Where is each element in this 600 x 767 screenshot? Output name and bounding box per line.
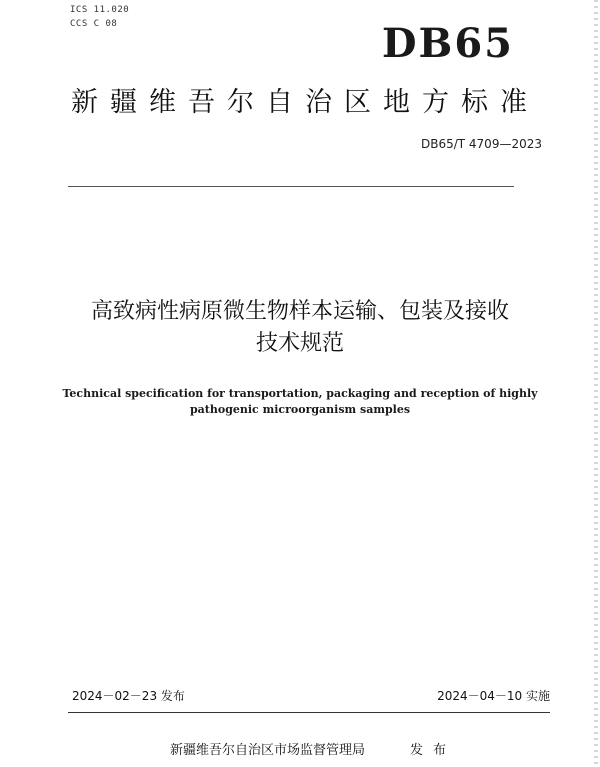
scan-edge-marks (594, 0, 598, 767)
top-divider (68, 186, 514, 187)
english-title (50, 386, 550, 418)
english-title-line-2: pathogenic microorganism samples (189, 403, 411, 416)
english-title-line-1: Technical specification for transportation, packaging and reception of highly (62, 387, 538, 400)
ccs-code: CCS C 08 (70, 19, 118, 29)
chinese-title (40, 296, 560, 360)
issuer-action: 发布 (410, 743, 457, 758)
implementation-date: 2024－04－10 实施 (437, 689, 550, 703)
issuing-authority-heading: 新疆维吾尔自治区地方标准 (71, 87, 539, 118)
issue-date: 2024－02－23 发布 (72, 689, 185, 703)
standard-number: DB65/T 4709—2023 (420, 137, 542, 151)
chinese-title-line-1: 高致病性病原微生物样本运输、包装及接收 (90, 299, 509, 324)
chinese-title-line-2: 技术规范 (255, 331, 344, 356)
bottom-divider (68, 712, 550, 713)
db65-logo: DB65 (381, 20, 514, 67)
issuer-name: 新疆维吾尔自治区市场监督管理局 (170, 743, 366, 758)
ics-code: ICS 11.020 (70, 5, 130, 15)
